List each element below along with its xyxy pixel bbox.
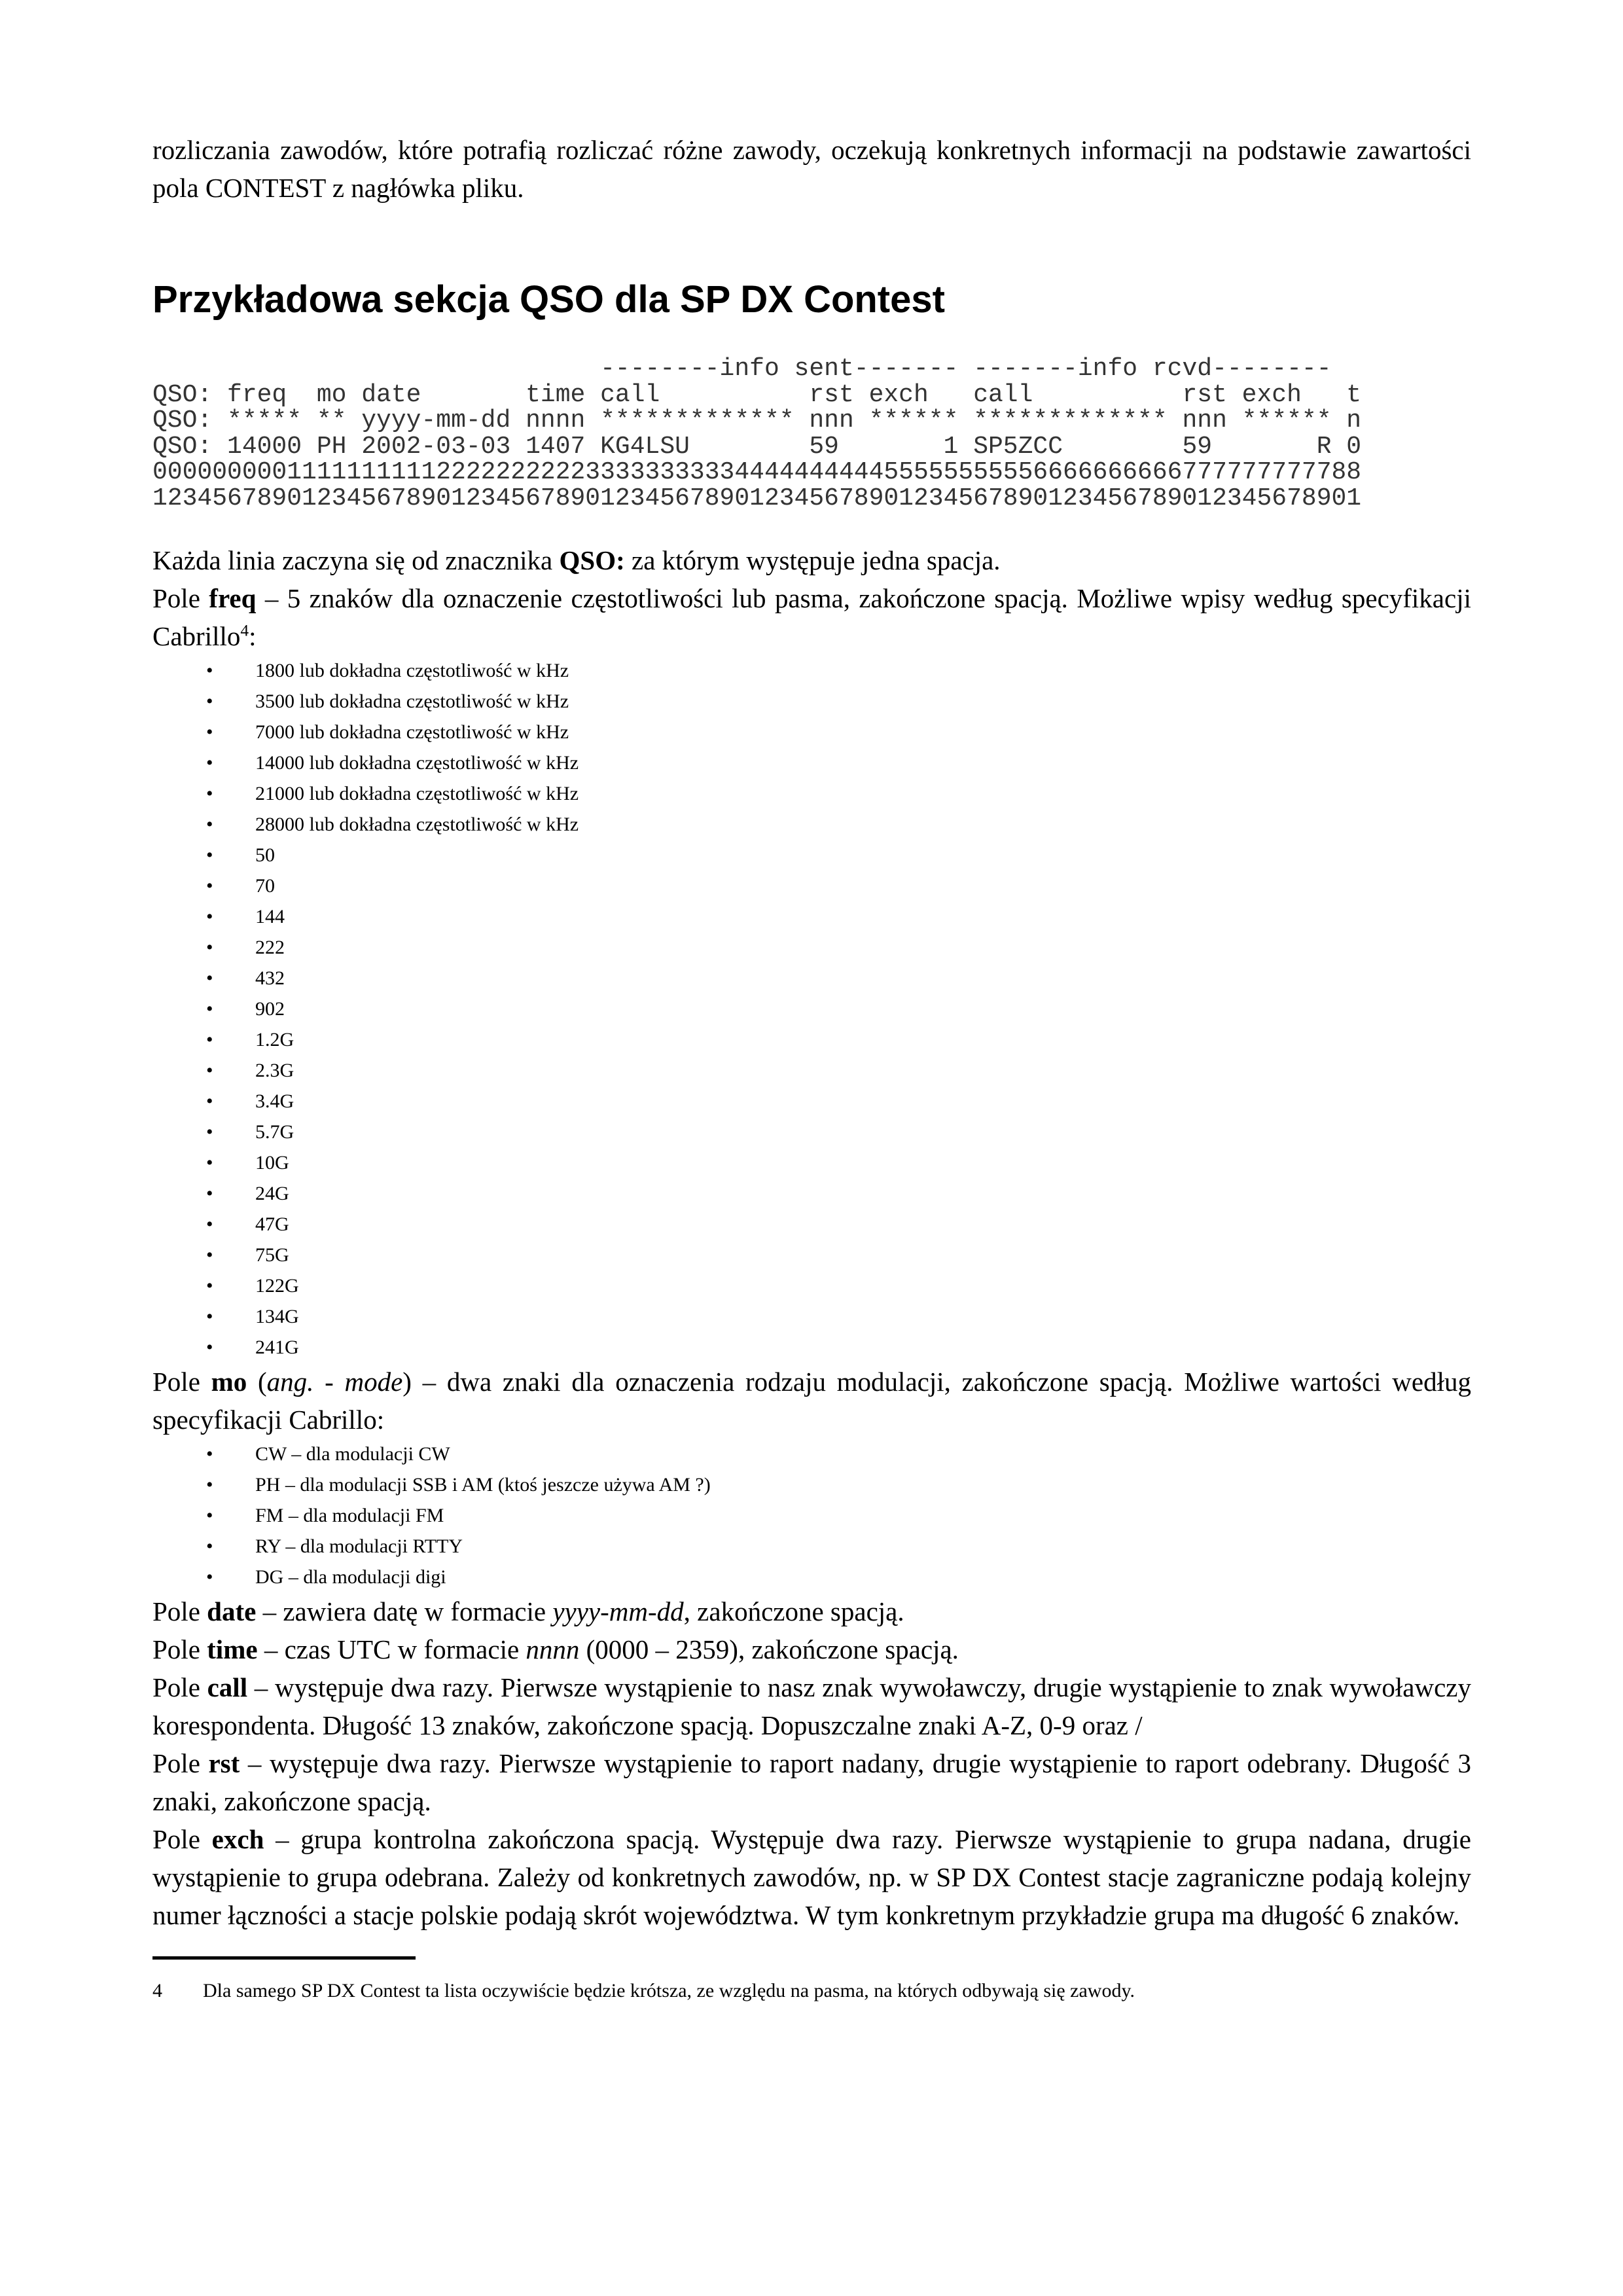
footnote-number: 4	[152, 1980, 162, 2001]
text-segment: – 5 znaków dla oznaczenie częstotliwości lub pasma, zakończone spacją. Możliwe wpisy według specyfikacji Cabrillo	[152, 583, 1471, 651]
text-segment: Pole	[152, 1634, 207, 1664]
qso-marker-bold: QSO:	[559, 545, 625, 575]
code-line: 123456789012345678901234567890123456789012345678901234567890123456789012345678901	[152, 484, 1362, 512]
code-line: 000000000111111111122222222223333333333444444444455555555556666666666777777777788	[152, 458, 1362, 486]
text-segment: – zawiera datę w formacie	[256, 1596, 553, 1626]
footnote-reference: 4	[240, 621, 249, 640]
field-name-freq: freq	[209, 583, 257, 613]
field-name-exch: exch	[211, 1824, 264, 1854]
mode-field-paragraph	[152, 1363, 1471, 1439]
footnote-paragraph	[152, 1977, 1427, 2005]
text-segment: – grupa kontrolna zakończona spacją. Występuje dwa razy. Pierwsze wystąpienie to grupa nadana, drugie wystąpienie to grupa odebrana. Zależy od konkretnych zawodów, np. w SP DX Contest stacje zagraniczne podają kolejny numer łączności a stacje polskie podają skrót województwa. W tym konkretnym przykładzie grupa ma długość 6 znaków.	[152, 1824, 1471, 1930]
list-item: • 902	[152, 994, 1471, 1024]
text-segment: Pole	[152, 1824, 212, 1854]
text-segment: , zakończone spacją.	[683, 1596, 904, 1626]
date-field-paragraph	[152, 1592, 1471, 1630]
list-item: • 134G	[152, 1301, 1471, 1332]
text-segment: Każda linia zaczyna się od znacznika	[152, 545, 560, 575]
list-item: • 222	[152, 932, 1471, 963]
exch-field-paragraph	[152, 1820, 1471, 1934]
field-name-time: time	[207, 1634, 258, 1664]
list-item: • 122G	[152, 1270, 1471, 1301]
text-segment: Pole	[152, 1748, 209, 1778]
cabrillo-qso-template-block	[152, 356, 1471, 511]
list-item: • 24G	[152, 1178, 1471, 1209]
text-segment: Pole	[152, 1367, 211, 1397]
list-item: • 2.3G	[152, 1055, 1471, 1086]
format-italic: yyyy-mm-dd	[552, 1596, 684, 1626]
section-heading: Przykładowa sekcja QSO dla SP DX Contest	[152, 278, 945, 321]
list-item: • CW – dla modulacji CW	[152, 1439, 1471, 1469]
text-segment: )	[402, 1367, 412, 1397]
list-item: • 1.2G	[152, 1024, 1471, 1055]
field-name-rst: rst	[208, 1748, 240, 1778]
list-item: • 7000 lub dokładna częstotliwość w kHz	[152, 717, 1471, 747]
call-field-paragraph	[152, 1668, 1471, 1744]
text-segment: (	[247, 1367, 267, 1397]
list-item: • 241G	[152, 1332, 1471, 1363]
format-italic: nnnn	[526, 1634, 580, 1664]
list-item: • 144	[152, 901, 1471, 932]
code-line: QSO: ***** ** yyyy-mm-dd nnnn ************* nnn ****** ************* nnn ****** n	[152, 406, 1362, 435]
text-segment: – występuje dwa razy. Pierwsze wystąpienie to raport nadany, drugie wystąpienie to raport odebrany. Długość 3 znaki, zakończone spacją.	[152, 1748, 1471, 1816]
english-term-italic: ang. - mode	[266, 1367, 403, 1397]
freq-field-paragraph	[152, 579, 1471, 655]
field-name-date: date	[207, 1596, 257, 1626]
freq-values-list	[152, 655, 1471, 1363]
list-item: • 70	[152, 870, 1471, 901]
text-segment: :	[249, 621, 257, 651]
text-segment: Pole	[152, 583, 209, 613]
list-item: • FM – dla modulacji FM	[152, 1500, 1471, 1531]
list-item: • RY – dla modulacji RTTY	[152, 1531, 1471, 1562]
list-item: • 21000 lub dokładna częstotliwość w kHz	[152, 778, 1471, 809]
text-segment: – czas UTC w formacie	[257, 1634, 526, 1664]
text-segment: – dwa znaki dla oznaczenia rodzaju modulacji, zakończone spacją. Możliwe wartości według specyfikacji Cabrillo:	[152, 1367, 1471, 1435]
list-item: • 14000 lub dokładna częstotliwość w kHz	[152, 747, 1471, 778]
text-segment: – występuje dwa razy. Pierwsze wystąpienie to nasz znak wywoławczy, drugie wystąpienie to znak wywoławczy korespondenta. Długość 13 znaków, zakończone spacją. Dopuszczalne znaki A-Z, 0-9 oraz /	[152, 1672, 1471, 1740]
list-item: • 50	[152, 840, 1471, 870]
list-item: • PH – dla modulacji SSB i AM (ktoś jeszcze używa AM ?)	[152, 1469, 1471, 1500]
text-segment: za którym występuje jedna spacja.	[624, 545, 1001, 575]
code-line: QSO: 14000 PH 2002-03-03 1407 KG4LSU 59 1 SP5ZCC 59 R 0	[152, 432, 1362, 461]
list-item: • 3500 lub dokładna częstotliwość w kHz	[152, 686, 1471, 717]
code-line: QSO: freq mo date time call rst exch call rst exch t	[152, 380, 1362, 409]
list-item: • 3.4G	[152, 1086, 1471, 1117]
time-field-paragraph	[152, 1630, 1471, 1668]
list-item: • 75G	[152, 1240, 1471, 1270]
text-segment: Pole	[152, 1596, 207, 1626]
footnote-separator	[152, 1956, 416, 1960]
list-item: • 5.7G	[152, 1117, 1471, 1147]
rst-field-paragraph	[152, 1744, 1471, 1820]
mode-values-list	[152, 1439, 1471, 1592]
list-item: • 28000 lub dokładna częstotliwość w kHz	[152, 809, 1471, 840]
field-name-mo: mo	[211, 1367, 247, 1397]
text-segment: (0000 – 2359), zakończone spacją.	[579, 1634, 959, 1664]
code-line: --------info sent------- -------info rcvd--------	[152, 355, 1332, 383]
list-item: • 432	[152, 963, 1471, 994]
footnote-text: Dla samego SP DX Contest ta lista oczywiście będzie krótsza, ze względu na pasma, na których odbywają się zawody.	[203, 1980, 1135, 2001]
list-item: • DG – dla modulacji digi	[152, 1562, 1471, 1592]
list-item: • 1800 lub dokładna częstotliwość w kHz	[152, 655, 1471, 686]
list-item: • 47G	[152, 1209, 1471, 1240]
list-item: • 10G	[152, 1147, 1471, 1178]
text-segment: Pole	[152, 1672, 207, 1702]
intro-paragraph: rozliczania zawodów, które potrafią rozliczać różne zawody, oczekują konkretnych informacji na podstawie zawartości pola CONTEST z nagłówka pliku.	[152, 135, 1471, 203]
qso-line-paragraph	[152, 541, 1471, 579]
field-name-call: call	[207, 1672, 248, 1702]
footnote-area	[152, 1956, 1471, 2005]
